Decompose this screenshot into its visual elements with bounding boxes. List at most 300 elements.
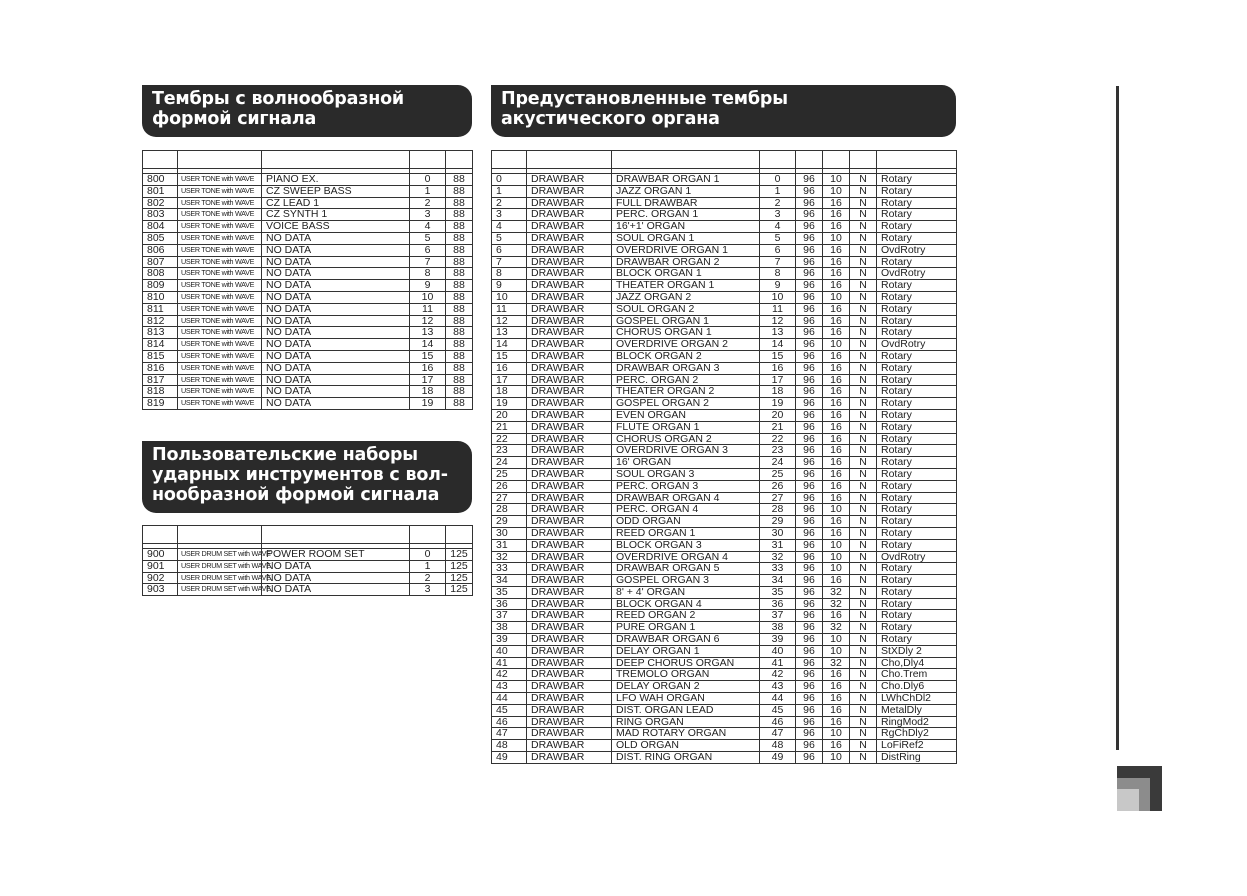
table-cell: 10: [823, 551, 850, 563]
table-header-row: [143, 526, 473, 544]
table-cell: Rotary: [877, 575, 957, 587]
table-cell: GOSPEL ORGAN 3: [612, 575, 760, 587]
table-cell: Rotary: [877, 209, 957, 221]
table-cell: 5: [492, 232, 527, 244]
table-cell: Rotary: [877, 232, 957, 244]
table-cell: 96: [796, 339, 823, 351]
table-cell: DRAWBAR: [527, 693, 612, 705]
header-cell: [143, 151, 178, 169]
table-cell: 29: [760, 516, 796, 528]
table-cell: 32: [823, 622, 850, 634]
table-cell: 96: [796, 398, 823, 410]
table-cell: NO DATA: [262, 291, 410, 303]
table-cell: 16: [823, 516, 850, 528]
table-cell: 49: [492, 752, 527, 764]
table-cell: 96: [796, 445, 823, 457]
table-cell: 47: [492, 728, 527, 740]
table-cell: USER TONE with WAVE: [178, 303, 262, 315]
table-cell: DRAWBAR: [527, 704, 612, 716]
table-cell: 25: [492, 468, 527, 480]
table-cell: 32: [492, 551, 527, 563]
table-cell: N: [850, 244, 877, 256]
table-row: [492, 433, 957, 445]
table-cell: 16' ORGAN: [612, 457, 760, 469]
table-cell: USER DRUM SET with WAVE: [178, 549, 262, 561]
table-cell: Rotary: [877, 350, 957, 362]
table-cell: 96: [796, 280, 823, 292]
table-cell: DRAWBAR: [527, 209, 612, 221]
header-cell: [760, 151, 796, 169]
table-cell: 21: [760, 421, 796, 433]
table-cell: USER TONE with WAVE: [178, 268, 262, 280]
table-row: [492, 209, 957, 221]
table-cell: N: [850, 681, 877, 693]
table-cell: 96: [796, 221, 823, 233]
table-cell: 8: [410, 268, 446, 280]
table-cell: 31: [760, 539, 796, 551]
table-cell: DRAWBAR: [527, 398, 612, 410]
table-cell: DRAWBAR: [527, 374, 612, 386]
table-cell: CZ LEAD 1: [262, 197, 410, 209]
table-cell: USER DRUM SET with WAVE: [178, 572, 262, 584]
table-cell: 16: [823, 492, 850, 504]
table-row: [143, 327, 473, 339]
table-row: [492, 480, 957, 492]
table-cell: 96: [796, 728, 823, 740]
table-cell: Rotary: [877, 386, 957, 398]
table-cell: Rotary: [877, 480, 957, 492]
table-cell: USER DRUM SET with WAVE: [178, 560, 262, 572]
table-cell: 26: [760, 480, 796, 492]
table-cell: 96: [796, 539, 823, 551]
wave-tones-title-line-2: формой сигнала: [152, 109, 317, 129]
table-cell: NO DATA: [262, 315, 410, 327]
table-cell: SOUL ORGAN 2: [612, 303, 760, 315]
table-cell: 46: [492, 716, 527, 728]
table-cell: OVERDRIVE ORGAN 2: [612, 339, 760, 351]
table-cell: DRAWBAR: [527, 681, 612, 693]
table-cell: 10: [823, 339, 850, 351]
table-cell: 48: [760, 740, 796, 752]
table-cell: 32: [823, 657, 850, 669]
table-cell: DRAWBAR ORGAN 5: [612, 563, 760, 575]
drum-sets-body: [143, 526, 473, 596]
table-cell: 7: [492, 256, 527, 268]
organ-tones-title-line-1: Предустановленные тембры: [501, 89, 788, 109]
table-cell: 96: [796, 681, 823, 693]
table-cell: 33: [492, 563, 527, 575]
table-cell: NO DATA: [262, 374, 410, 386]
table-cell: 34: [760, 575, 796, 587]
table-row: [492, 256, 957, 268]
table-cell: N: [850, 480, 877, 492]
table-cell: DRAWBAR: [527, 728, 612, 740]
table-cell: OvdRotry: [877, 339, 957, 351]
table-cell: DRAWBAR: [527, 327, 612, 339]
header-cell: [446, 526, 473, 544]
table-cell: 125: [446, 572, 473, 584]
table-cell: N: [850, 586, 877, 598]
table-row: [492, 527, 957, 539]
table-cell: 803: [143, 209, 178, 221]
table-cell: 16: [823, 527, 850, 539]
table-row: [492, 409, 957, 421]
table-cell: 1: [492, 185, 527, 197]
table-cell: Rotary: [877, 421, 957, 433]
table-cell: NO DATA: [262, 362, 410, 374]
table-row: [143, 362, 473, 374]
table-row: [143, 560, 473, 572]
table-cell: 17: [760, 374, 796, 386]
table-cell: N: [850, 468, 877, 480]
table-cell: 21: [492, 421, 527, 433]
table-cell: 88: [446, 244, 473, 256]
table-cell: USER TONE with WAVE: [178, 232, 262, 244]
table-cell: OVERDRIVE ORGAN 4: [612, 551, 760, 563]
table-cell: 125: [446, 584, 473, 596]
table-cell: 16: [823, 362, 850, 374]
drum-sets-table: [142, 525, 473, 596]
table-cell: 96: [796, 669, 823, 681]
table-cell: 3: [410, 584, 446, 596]
table-cell: USER TONE with WAVE: [178, 315, 262, 327]
table-cell: USER TONE with WAVE: [178, 174, 262, 186]
table-cell: N: [850, 740, 877, 752]
header-cell: [410, 151, 446, 169]
table-cell: DRAWBAR: [527, 527, 612, 539]
table-cell: DRAWBAR: [527, 457, 612, 469]
table-cell: USER TONE with WAVE: [178, 280, 262, 292]
table-cell: 16: [823, 480, 850, 492]
table-cell: N: [850, 197, 877, 209]
header-cell: [178, 526, 262, 544]
table-cell: 96: [796, 563, 823, 575]
drum-sets-title-line-2: ударных инструментов с вол-: [152, 465, 448, 485]
table-cell: 96: [796, 268, 823, 280]
table-cell: USER TONE with WAVE: [178, 327, 262, 339]
table-row: [492, 657, 957, 669]
table-cell: Rotary: [877, 634, 957, 646]
table-cell: 96: [796, 457, 823, 469]
table-cell: 96: [796, 291, 823, 303]
table-cell: N: [850, 185, 877, 197]
table-cell: 96: [796, 386, 823, 398]
table-cell: 26: [492, 480, 527, 492]
table-cell: 32: [823, 586, 850, 598]
table-cell: BLOCK ORGAN 3: [612, 539, 760, 551]
table-cell: USER TONE with WAVE: [178, 256, 262, 268]
table-cell: 34: [492, 575, 527, 587]
table-cell: 29: [492, 516, 527, 528]
table-cell: Rotary: [877, 197, 957, 209]
table-cell: 16: [410, 362, 446, 374]
header-cell: [262, 526, 410, 544]
table-cell: DRAWBAR: [527, 445, 612, 457]
table-cell: 14: [492, 339, 527, 351]
table-cell: DRAWBAR ORGAN 1: [612, 174, 760, 186]
table-row: [492, 563, 957, 575]
table-cell: 802: [143, 197, 178, 209]
table-cell: 11: [410, 303, 446, 315]
table-cell: USER TONE with WAVE: [178, 197, 262, 209]
table-row: [492, 445, 957, 457]
table-cell: 88: [446, 386, 473, 398]
table-row: [492, 575, 957, 587]
table-cell: 45: [760, 704, 796, 716]
table-row: [143, 398, 473, 410]
table-cell: 88: [446, 291, 473, 303]
table-cell: 96: [796, 185, 823, 197]
table-cell: RingMod2: [877, 716, 957, 728]
header-cell: [796, 151, 823, 169]
table-row: [143, 185, 473, 197]
table-cell: N: [850, 527, 877, 539]
table-cell: NO DATA: [262, 572, 410, 584]
table-cell: 88: [446, 315, 473, 327]
table-cell: 23: [492, 445, 527, 457]
table-cell: 9: [760, 280, 796, 292]
table-cell: EVEN ORGAN: [612, 409, 760, 421]
table-cell: 16: [823, 374, 850, 386]
table-cell: USER TONE with WAVE: [178, 362, 262, 374]
table-cell: 16: [823, 327, 850, 339]
table-cell: Rotary: [877, 622, 957, 634]
table-header-row: [492, 151, 957, 169]
table-cell: 35: [492, 586, 527, 598]
table-cell: DRAWBAR: [527, 586, 612, 598]
table-cell: 30: [760, 527, 796, 539]
table-cell: 32: [760, 551, 796, 563]
table-cell: 16: [823, 704, 850, 716]
table-row: [492, 492, 957, 504]
table-cell: N: [850, 575, 877, 587]
table-row: [143, 268, 473, 280]
table-cell: 48: [492, 740, 527, 752]
table-cell: DRAWBAR: [527, 315, 612, 327]
table-cell: GOSPEL ORGAN 2: [612, 398, 760, 410]
table-cell: 9: [410, 280, 446, 292]
table-cell: N: [850, 209, 877, 221]
table-cell: 96: [796, 232, 823, 244]
table-cell: Rotary: [877, 516, 957, 528]
table-cell: 33: [760, 563, 796, 575]
table-cell: 13: [492, 327, 527, 339]
wave-tones-title-line-1: Тембры с волнообразной: [152, 89, 404, 109]
table-cell: 12: [410, 315, 446, 327]
table-cell: BLOCK ORGAN 1: [612, 268, 760, 280]
table-cell: 16: [823, 421, 850, 433]
table-cell: DRAWBAR: [527, 197, 612, 209]
table-cell: 6: [760, 244, 796, 256]
table-row: [492, 752, 957, 764]
table-cell: ODD ORGAN: [612, 516, 760, 528]
table-cell: Rotary: [877, 174, 957, 186]
table-cell: PERC. ORGAN 1: [612, 209, 760, 221]
table-row: [143, 315, 473, 327]
table-cell: 16: [823, 315, 850, 327]
table-cell: N: [850, 221, 877, 233]
table-cell: DRAWBAR: [527, 480, 612, 492]
table-cell: 816: [143, 362, 178, 374]
table-cell: SOUL ORGAN 1: [612, 232, 760, 244]
table-cell: 125: [446, 549, 473, 561]
table-row: [492, 197, 957, 209]
table-cell: NO DATA: [262, 386, 410, 398]
table-cell: 811: [143, 303, 178, 315]
table-cell: N: [850, 645, 877, 657]
table-cell: 16: [823, 197, 850, 209]
table-cell: 10: [823, 539, 850, 551]
table-row: [492, 221, 957, 233]
table-cell: Rotary: [877, 280, 957, 292]
table-row: [492, 634, 957, 646]
header-cell: [527, 151, 612, 169]
table-cell: 96: [796, 421, 823, 433]
table-cell: DRAWBAR: [527, 551, 612, 563]
table-row: [492, 681, 957, 693]
table-cell: REED ORGAN 2: [612, 610, 760, 622]
table-cell: 3: [410, 209, 446, 221]
table-cell: 88: [446, 339, 473, 351]
table-row: [492, 586, 957, 598]
table-row: [492, 468, 957, 480]
table-cell: TREMOLO ORGAN: [612, 669, 760, 681]
table-cell: 15: [760, 350, 796, 362]
table-cell: DRAWBAR ORGAN 6: [612, 634, 760, 646]
table-row: [143, 244, 473, 256]
table-cell: 10: [823, 752, 850, 764]
table-cell: N: [850, 716, 877, 728]
table-cell: Cho.Trem: [877, 669, 957, 681]
table-cell: 36: [760, 598, 796, 610]
table-cell: 96: [796, 704, 823, 716]
header-cell: [178, 151, 262, 169]
table-cell: Rotary: [877, 468, 957, 480]
table-cell: 20: [492, 409, 527, 421]
table-cell: 17: [492, 374, 527, 386]
table-cell: N: [850, 433, 877, 445]
table-cell: N: [850, 622, 877, 634]
table-cell: N: [850, 657, 877, 669]
table-cell: 22: [760, 433, 796, 445]
table-row: [492, 551, 957, 563]
table-cell: 3: [760, 209, 796, 221]
table-cell: Rotary: [877, 291, 957, 303]
table-cell: 10: [823, 728, 850, 740]
table-cell: 31: [492, 539, 527, 551]
table-cell: 88: [446, 303, 473, 315]
table-cell: 41: [492, 657, 527, 669]
header-cell: [262, 151, 410, 169]
table-cell: 22: [492, 433, 527, 445]
table-cell: DRAWBAR: [527, 291, 612, 303]
table-cell: NO DATA: [262, 303, 410, 315]
table-cell: 96: [796, 657, 823, 669]
table-cell: Rotary: [877, 492, 957, 504]
table-cell: N: [850, 539, 877, 551]
table-cell: 805: [143, 232, 178, 244]
table-cell: NO DATA: [262, 268, 410, 280]
table-row: [492, 374, 957, 386]
table-row: [492, 174, 957, 186]
table-cell: 24: [492, 457, 527, 469]
table-cell: USER TONE with WAVE: [178, 185, 262, 197]
table-cell: 16: [823, 244, 850, 256]
table-row: [492, 457, 957, 469]
table-cell: 96: [796, 504, 823, 516]
table-cell: 2: [492, 197, 527, 209]
table-cell: N: [850, 362, 877, 374]
table-row: [492, 280, 957, 292]
table-cell: 16: [823, 716, 850, 728]
drum-sets-title: [142, 441, 472, 513]
table-cell: USER TONE with WAVE: [178, 398, 262, 410]
table-cell: 804: [143, 221, 178, 233]
table-cell: 42: [492, 669, 527, 681]
table-cell: 901: [143, 560, 178, 572]
table-cell: DIST. RING ORGAN: [612, 752, 760, 764]
table-row: [492, 645, 957, 657]
table-cell: NO DATA: [262, 327, 410, 339]
table-cell: 0: [410, 174, 446, 186]
table-cell: N: [850, 232, 877, 244]
table-cell: OvdRotry: [877, 551, 957, 563]
table-cell: 12: [492, 315, 527, 327]
table-row: [492, 185, 957, 197]
table-cell: 7: [410, 256, 446, 268]
table-cell: 49: [760, 752, 796, 764]
table-cell: 13: [760, 327, 796, 339]
table-cell: Rotary: [877, 527, 957, 539]
table-cell: Rotary: [877, 409, 957, 421]
table-cell: DELAY ORGAN 2: [612, 681, 760, 693]
table-cell: 96: [796, 362, 823, 374]
table-cell: 19: [760, 398, 796, 410]
table-cell: 16: [823, 457, 850, 469]
table-cell: N: [850, 421, 877, 433]
table-cell: Rotary: [877, 433, 957, 445]
table-cell: 902: [143, 572, 178, 584]
table-cell: 815: [143, 350, 178, 362]
table-cell: 5: [410, 232, 446, 244]
table-cell: 88: [446, 268, 473, 280]
table-row: [492, 244, 957, 256]
table-cell: DRAWBAR: [527, 657, 612, 669]
table-cell: 1: [760, 185, 796, 197]
table-cell: 96: [796, 409, 823, 421]
table-cell: Rotary: [877, 362, 957, 374]
table-cell: 4: [760, 221, 796, 233]
table-cell: RING ORGAN: [612, 716, 760, 728]
table-cell: N: [850, 174, 877, 186]
table-cell: 96: [796, 752, 823, 764]
table-row: [492, 362, 957, 374]
table-cell: DELAY ORGAN 1: [612, 645, 760, 657]
table-cell: DRAWBAR ORGAN 3: [612, 362, 760, 374]
table-cell: NO DATA: [262, 398, 410, 410]
table-cell: 18: [492, 386, 527, 398]
table-row: [143, 572, 473, 584]
table-cell: N: [850, 704, 877, 716]
table-cell: 24: [760, 457, 796, 469]
table-row: [492, 315, 957, 327]
table-cell: 96: [796, 480, 823, 492]
table-row: [143, 386, 473, 398]
table-cell: 25: [760, 468, 796, 480]
page-corner-mark-light: [1117, 789, 1139, 811]
table-cell: LWhChDl2: [877, 693, 957, 705]
table-cell: 20: [760, 409, 796, 421]
